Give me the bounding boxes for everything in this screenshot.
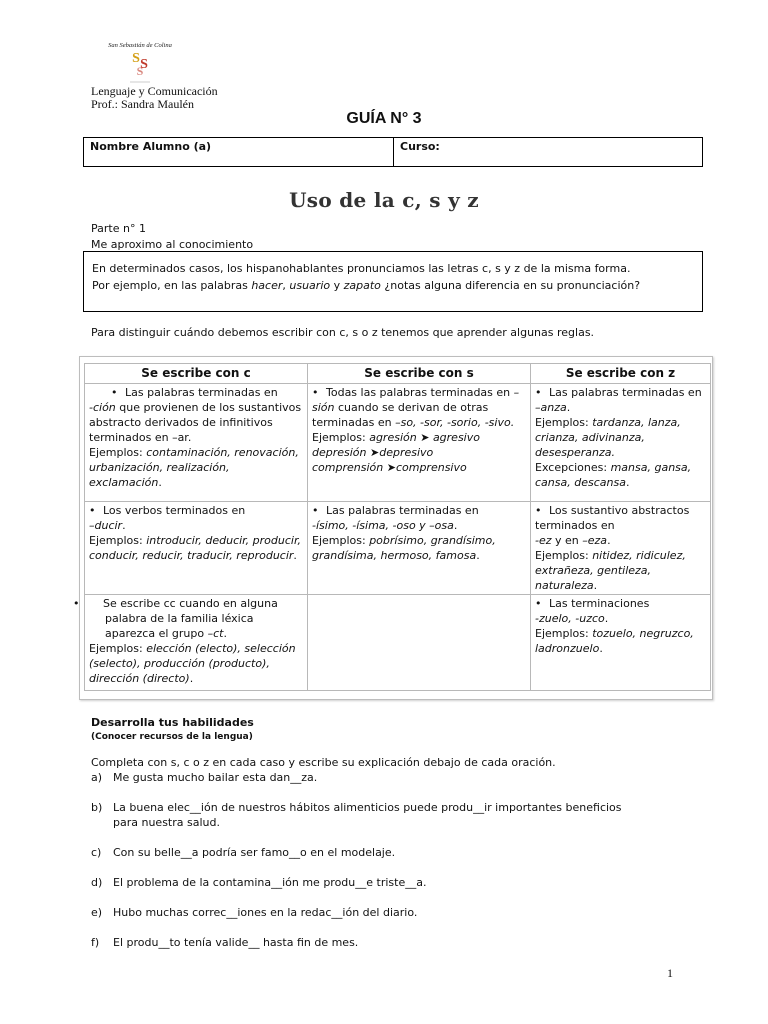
bullet-icon: • [73, 597, 80, 610]
exercise-item: f) El produ__to tenía valide__ hasta fin de mes. [91, 936, 359, 949]
bullet-icon: • [89, 504, 96, 517]
exercise-item: a) Me gusta mucho bailar esta dan__za. [91, 771, 318, 784]
rule-s-3-empty [308, 595, 531, 691]
rule-z-2: • Los sustantivo abstractos terminados en -ez y en –eza. Ejemplos: nitidez, ridiculez, extrañeza, gentileza, naturaleza. [531, 502, 711, 595]
part-subtitle: Me aproximo al conocimiento [91, 238, 254, 251]
bullet-icon: • [535, 504, 542, 517]
rules-table [73, 363, 711, 691]
rule-s-2: • Las palabras terminadas en -ísimo, -ísima, -oso y –osa. Ejemplos: pobrísimo, grandísimo, grandísima, hermoso, famosa. [308, 502, 531, 595]
intro-line-1: En determinados casos, los hispanohablantes pronunciamos las letras c, s y z de la misma forma. [92, 262, 631, 275]
name-field[interactable]: Nombre Alumno (a) [84, 138, 394, 166]
logo-text: San Sebastián de Colina [108, 42, 172, 49]
page-number: 1 [667, 966, 673, 980]
rule-c-1: • Las palabras terminadas en -ción que provienen de los sustantivos abstracto derivados de infinitivos terminados en –ar. Ejemplos: contaminación, renovación, urbanización, realización, exclamación. [85, 384, 308, 502]
intro-line-2: Por ejemplo, en las palabras hacer, usuario y zapato ¿notas alguna diferencia en su pronunciación? [92, 279, 641, 292]
exercise-item: c) Con su belle__a podría ser famo__o en el modelaje. [91, 846, 396, 859]
skills-heading [91, 716, 254, 744]
exercise-item: d) El problema de la contamina__ión me produ__e triste__a. [91, 876, 427, 889]
part-label: Parte n° 1 [91, 222, 146, 235]
rule-s-1: • Todas las palabras terminadas en –sión cuando se derivan de otras terminadas en –so, -sor, -sorio, -sivo. Ejemplos: agresión ➤ agresivo depresión ➤depresivo comprensión ➤comprensivo [308, 384, 531, 502]
bullet-icon: • [312, 386, 319, 399]
rule-z-1: • Las palabras terminadas en –anza. Ejemplos: tardanza, lanza, crianza, adivinanza, desesperanza. Excepciones: mansa, gansa, cansa, descansa. [531, 384, 711, 502]
skills-subtitle: (Conocer recursos de la lengua) [91, 732, 253, 742]
subject-label: Lenguaje y Comunicación [91, 84, 218, 98]
exercise-instruction: Completa con s, c o z en cada caso y escribe su explicación debajo de cada oración. [91, 756, 556, 769]
student-box [83, 137, 703, 167]
main-title: Uso de la c, s y z [289, 188, 479, 212]
svg-text:S: S [136, 64, 144, 78]
intro-box [83, 251, 703, 312]
intro-paragraph: Para distinguir cuándo debemos escribir con c, s o z tenemos que aprender algunas reglas. [91, 326, 595, 339]
school-info [91, 85, 218, 111]
svg-text:S: S [132, 51, 140, 66]
guide-title: GUÍA N° 3 [346, 110, 422, 127]
svg-text:S: S [140, 57, 148, 72]
rule-z-3: • Las terminaciones -zuelo, -uzco. Ejemplos: tozuelo, negruzco, ladronzuelo. [531, 595, 711, 691]
bullet-icon: • [111, 386, 118, 399]
header-c: Se escribe con c [85, 364, 308, 384]
part-heading [91, 221, 253, 253]
bullet-icon: • [535, 597, 542, 610]
bullet-icon: • [535, 386, 542, 399]
exercise-item: b) La buena elec__ión de nuestros hábitos alimenticios puede produ__ir importantes beneficios para nuestra salud. [91, 801, 622, 829]
rule-c-2: • Los verbos terminados en –ducir. Ejemplos: introducir, deducir, producir, conducir, reducir, traducir, reproducir. [85, 502, 308, 595]
bullet-icon: • [312, 504, 319, 517]
rule-c-3: • Se escribe cc cuando en alguna palabra de la familia léxica aparezca el grupo –ct. Ejemplos: elección (electo), selección (selecto), producción (producto), dirección (directo). [85, 595, 308, 691]
course-field[interactable]: Curso: [400, 140, 440, 153]
exercise-item: e) Hubo muchas correc__iones en la redac__ión del diario. [91, 906, 418, 919]
school-logo [100, 38, 180, 86]
teacher-label: Prof.: Sandra Maulén [91, 97, 194, 111]
arrow-icon: ➤ [416, 431, 433, 444]
skills-title: Desarrolla tus habilidades [91, 716, 254, 729]
header-s: Se escribe con s [308, 364, 531, 384]
rules-table-frame [73, 356, 713, 700]
arrow-icon: ➤ [383, 461, 396, 474]
arrow-icon: ➤ [366, 446, 380, 459]
header-z: Se escribe con z [531, 364, 711, 384]
